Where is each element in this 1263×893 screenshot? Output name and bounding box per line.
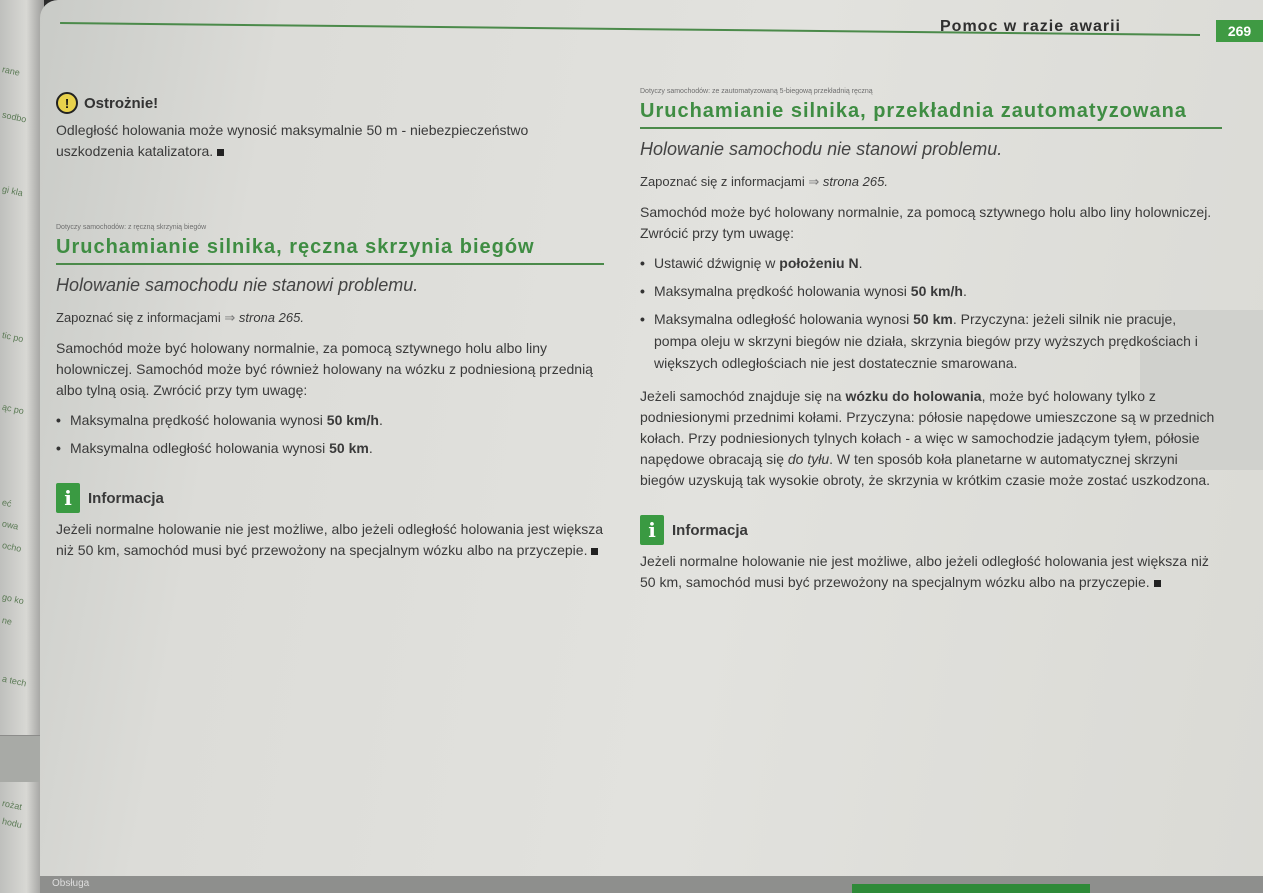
left-column: [56, 92, 604, 561]
section-title: Uruchamianie silnika, przekładnia zautomatyzowana: [640, 100, 1187, 122]
end-mark-icon: [1154, 580, 1161, 587]
info-text: Jeżeli normalne holowanie nie jest możliwe, albo jeżeli odległość holowania jest większa niż 50 km, samochód musi być przewożony na specjalnym wózku albo na przyczepie.: [56, 521, 604, 558]
edge-text: ne: [1, 615, 13, 627]
footer-section-marker: [852, 884, 1090, 893]
info-title: Informacja: [88, 489, 164, 507]
list-item: • Maksymalna prędkość holowania wynosi 50 km/h.: [640, 280, 1222, 302]
edge-text: ąc po: [1, 401, 25, 417]
warning-icon: !: [56, 92, 78, 114]
edge-text: ocho: [1, 540, 23, 554]
list-item: • Maksymalna prędkość holowania wynosi 50 km/h.: [56, 409, 604, 431]
footer-tab-label: Obsługa: [52, 878, 90, 889]
edge-text: a tech: [1, 673, 28, 689]
section-body: Samochód może być holowany normalnie, za pomocą sztywnego holu albo liny holowniczej. Zwrócić przy tym uwagę:: [640, 204, 1212, 241]
reference-line: Zapoznać się z informacjami ⇒ strona 265.: [56, 310, 304, 325]
edge-text: tic po: [1, 329, 25, 345]
section-kicker: Dotyczy samochodów: z ręczną skrzynią biegów: [56, 224, 207, 231]
arrow-icon: ⇒: [224, 310, 236, 325]
list-item: • Maksymalna odległość holowania wynosi 50 km.: [56, 437, 604, 459]
caution-heading: [56, 92, 604, 114]
section-rule: [640, 127, 1222, 129]
section-title: Uruchamianie silnika, ręczna skrzynia biegów: [56, 236, 535, 258]
end-mark-icon: [591, 548, 598, 555]
page-header-title: Pomoc w razie awarii: [940, 18, 1121, 35]
caution-title: Ostrożnie!: [84, 94, 159, 112]
edge-text: rożat: [1, 798, 23, 812]
bullet-list: [640, 252, 1222, 374]
caution-text: Odległość holowania może wynosić maksymalnie 50 m - niebezpieczeństwo uszkodzenia katalizatora.: [56, 122, 529, 159]
section-kicker: Dotyczy samochodów: ze zautomatyzowaną 5-biegową przekładnią ręczną: [640, 88, 873, 95]
edge-text: owa: [1, 518, 20, 532]
info-title: Informacja: [672, 521, 748, 539]
edge-text: gi kla: [1, 183, 24, 199]
info-heading: [640, 515, 1222, 545]
list-item: • Maksymalna odległość holowania wynosi 50 km. Przyczyna: jeżeli silnik nie pracuje, pompa oleju w skrzyni biegów nie działa, skrzynia biegów przy wyższych prędkościach i większych odległościach nie jest dostatecznie smarowana.: [640, 308, 1222, 374]
list-item: • Ustawić dźwignię w położeniu N.: [640, 252, 1222, 274]
page-reference: strona 265.: [822, 174, 888, 189]
reference-line: Zapoznać się z informacjami ⇒ strona 265.: [640, 174, 888, 189]
manual-page: [40, 0, 1263, 893]
section-subtitle: Holowanie samochodu nie stanowi problemu.: [56, 275, 419, 295]
edge-text: hodu: [1, 816, 23, 830]
bullet-list: [56, 409, 604, 459]
arrow-icon: ⇒: [808, 174, 820, 189]
info-icon: i: [56, 483, 80, 513]
edge-text: go ko: [1, 591, 25, 607]
previous-page-edge: [0, 0, 44, 893]
right-column: [640, 88, 1222, 593]
edge-text: eć: [1, 497, 13, 509]
edge-text: sodbo: [1, 109, 28, 125]
info-heading: [56, 483, 604, 513]
section-paragraph: Jeżeli samochód znajduje się na wózku do holowania, może być holowany tylko z podniesionymi przednimi kołami. Przyczyna: półosie napędowe umieszczone są w przednich kołach. Przy podniesionych tylnych kołach - a więc w samochodzie jadącym tyłem, półosie napędowe obracają się do tyłu. W ten sposób koła planetarne w automatycznej skrzyni biegów uzyskują tak wysokie obroty, że skrzynia w krótkim czasie może zostać uszkodzona.: [640, 388, 1215, 488]
section-body: Samochód może być holowany normalnie, za pomocą sztywnego holu albo liny holowniczej. Samochód może być również holowany na wózku z podniesioną przednią albo tylną osią. Zwrócić przy tym uwagę:: [56, 340, 593, 398]
page-edge-tab: [0, 735, 44, 782]
info-icon: i: [640, 515, 664, 545]
section-rule: [56, 263, 604, 265]
edge-text: rane: [1, 64, 21, 78]
page-number-badge: 269: [1216, 20, 1263, 42]
info-text: Jeżeli normalne holowanie nie jest możliwe, albo jeżeli odległość holowania jest większa niż 50 km, samochód musi być przewożony na specjalnym wózku albo na przyczepie.: [640, 553, 1209, 590]
end-mark-icon: [217, 149, 224, 156]
page-reference: strona 265.: [238, 310, 304, 325]
section-subtitle: Holowanie samochodu nie stanowi problemu.: [640, 139, 1003, 159]
